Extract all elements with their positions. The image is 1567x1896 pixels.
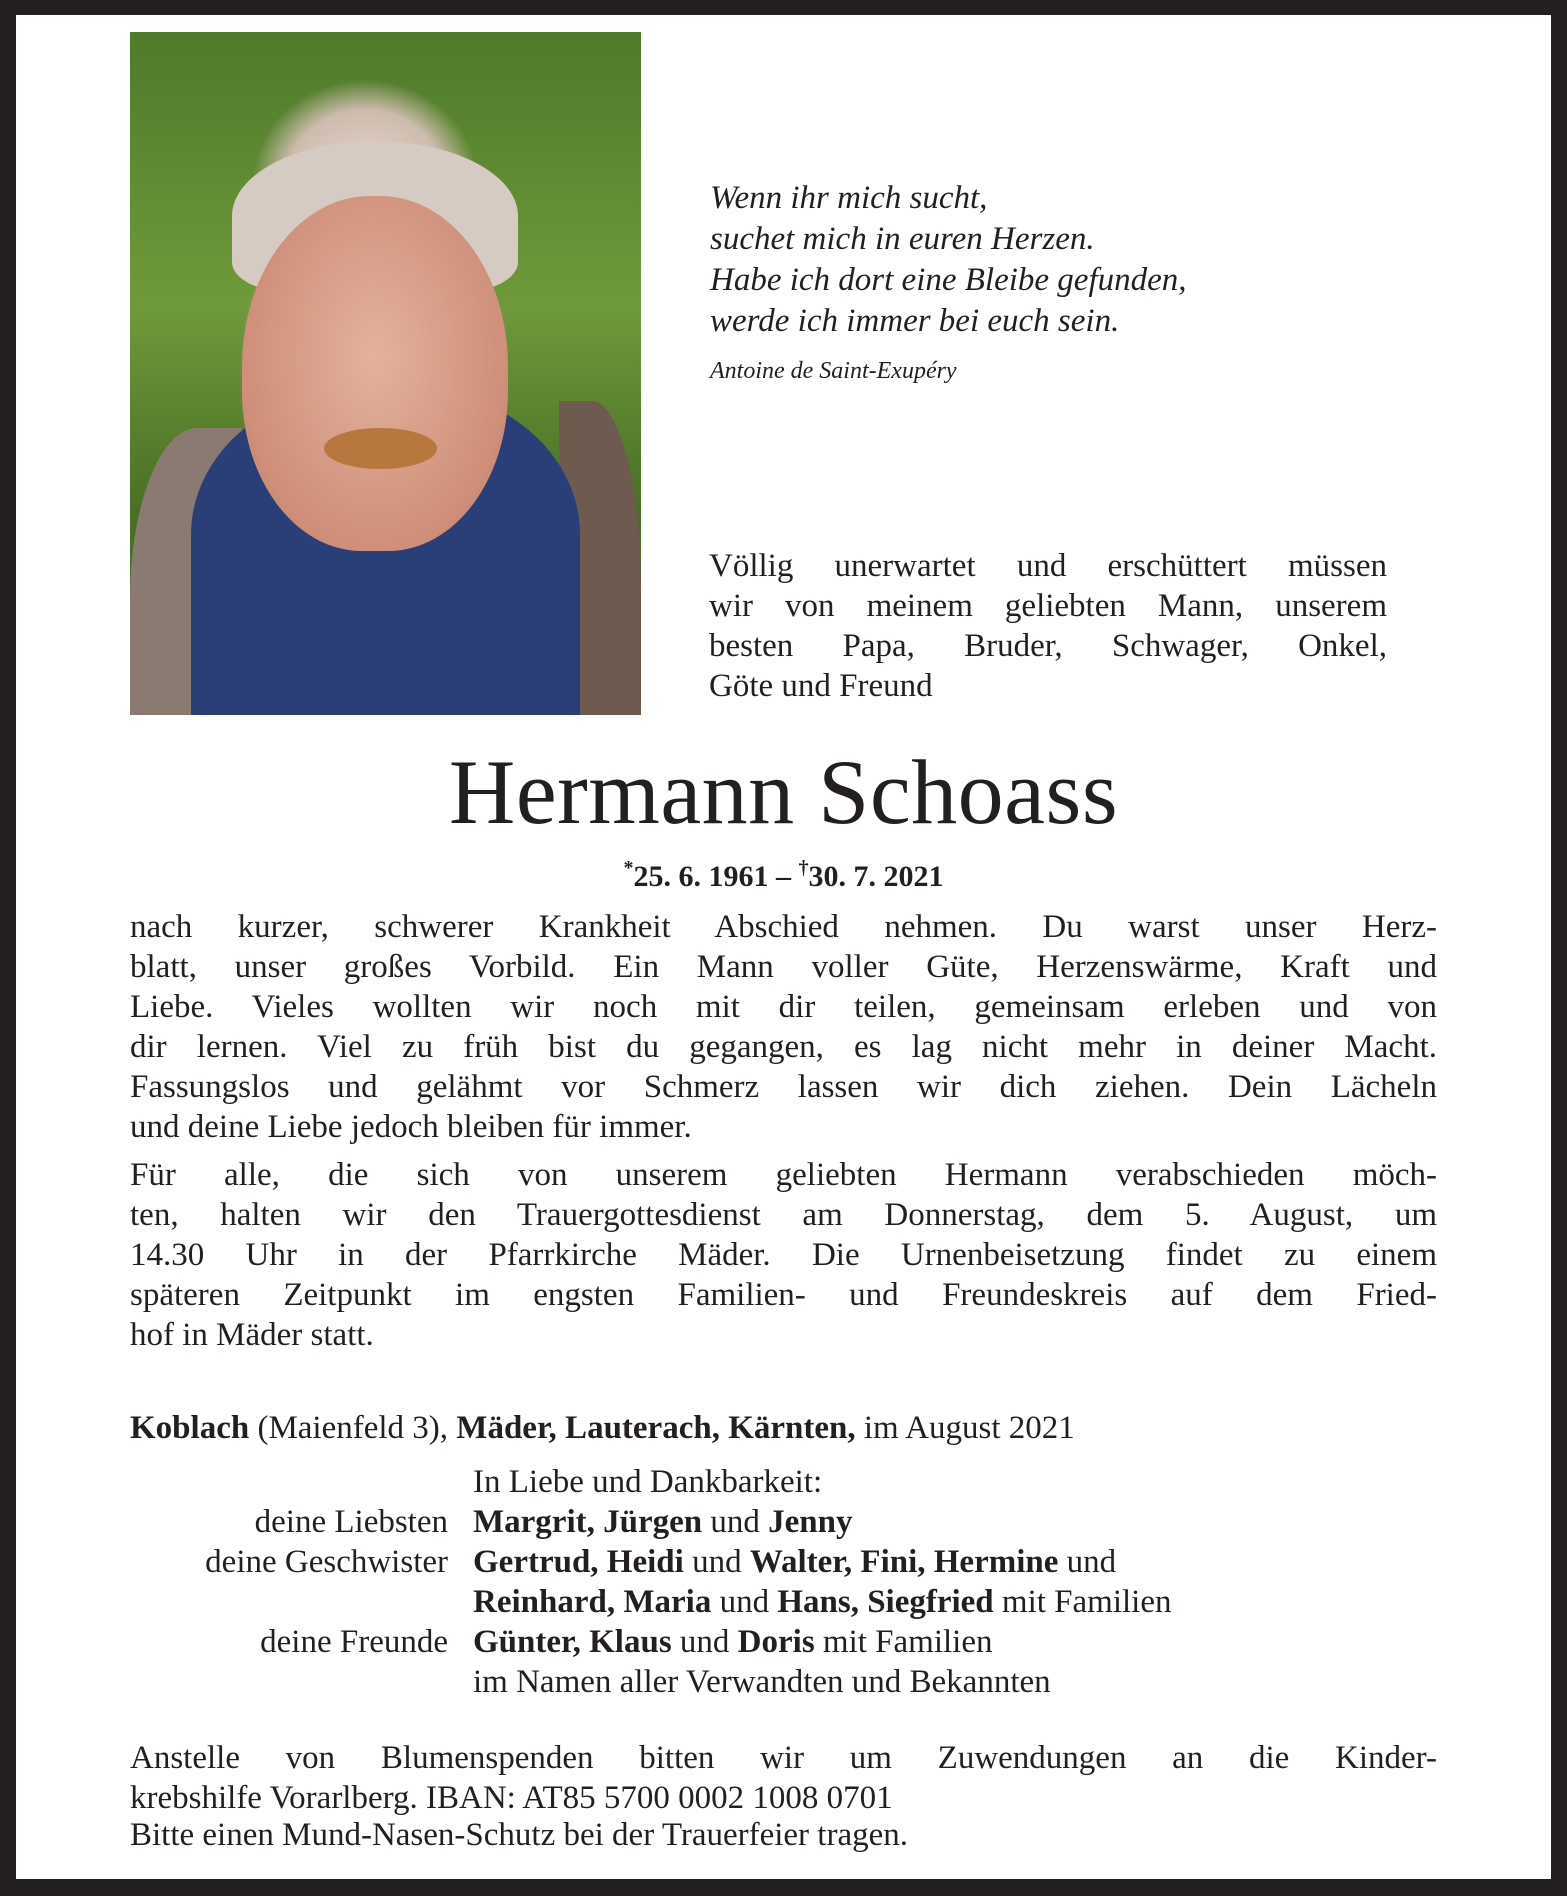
mask-notice: Bitte einen Mund-Nasen-Schutz bei der Trauerfeier tragen. (130, 1817, 908, 1853)
family-row-names (473, 1622, 993, 1662)
paragraph-line: Fassungslos und gelähmt vor Schmerz lassen wir dich ziehen. Dein Lächeln (130, 1069, 1437, 1105)
family-connector: und (671, 1624, 738, 1660)
intro-line: Göte und Freund (709, 668, 933, 704)
quote-line: Habe ich dort eine Bleibe gefunden, (710, 262, 1187, 298)
service-paragraph (130, 1155, 1437, 1355)
paragraph-line: späteren Zeitpunkt im engsten Familien- und Freundeskreis auf dem Fried- (130, 1277, 1437, 1313)
family-row-names (473, 1542, 1116, 1582)
place-other: Mäder, Lauterach, Kärnten, (456, 1410, 856, 1446)
family-row-label: deine Liebsten (254, 1504, 448, 1540)
family-connector: und (711, 1584, 778, 1620)
quote-author: Antoine de Saint-Exupéry (710, 358, 957, 384)
family-row-names (473, 1662, 1051, 1702)
paragraph-line: Liebe. Vieles wollten wir noch mit dir teilen, gemeinsam erleben und von (130, 989, 1437, 1025)
family-signatures (130, 1462, 1430, 1702)
family-name: Hans, Siegfried (777, 1584, 994, 1620)
birth-star-icon: * (623, 857, 634, 879)
life-dates (0, 848, 1567, 897)
family-name: Walter, Fini, Hermine (749, 1544, 1059, 1580)
family-row-label: deine Freunde (260, 1624, 448, 1660)
family-row-label: deine Geschwister (205, 1544, 448, 1580)
place-address: (Maienfeld 3), (249, 1410, 457, 1446)
death-date: 30. 7. 2021 (808, 860, 944, 893)
family-connector: und (702, 1504, 769, 1540)
family-row (130, 1622, 1430, 1662)
family-row-label (130, 1582, 473, 1622)
photo-face (242, 196, 508, 551)
paragraph-line: dir lernen. Viel zu früh bist du gegangen, es lag nicht mehr in deiner Macht. (130, 1029, 1437, 1065)
family-name: Margrit, Jürgen (473, 1504, 703, 1540)
intro-paragraph (709, 546, 1387, 706)
quote-line: suchet mich in euren Herzen. (710, 221, 1095, 257)
family-name: Reinhard, Maria (473, 1584, 712, 1620)
paragraph-line: blatt, unser großes Vorbild. Ein Mann voller Güte, Herzenswärme, Kraft und (130, 949, 1437, 985)
place-date-line (130, 1408, 1075, 1448)
date-separator: – (768, 860, 799, 893)
paragraph-line: nach kurzer, schwerer Krankheit Abschied nehmen. Du warst unser Herz- (130, 909, 1437, 945)
paragraph-line: ten, halten wir den Trauergottesdienst am Donnerstag, dem 5. August, um (130, 1197, 1437, 1233)
intro-line: besten Papa, Bruder, Schwager, Onkel, (709, 628, 1387, 664)
family-intro-row (130, 1462, 1430, 1502)
family-row-label (130, 1662, 473, 1702)
paragraph-line: hof in Mäder statt. (130, 1317, 374, 1353)
family-connector: und (1058, 1544, 1117, 1580)
birth-date: 25. 6. 1961 (633, 860, 769, 893)
family-name: Gertrud, Heidi (473, 1544, 684, 1580)
place-town: Koblach (130, 1410, 250, 1446)
donation-line: Anstelle von Blumenspenden bitten wir um Zuwendungen an die Kinder- (130, 1740, 1437, 1776)
deceased-name: Hermann Schoass (448, 741, 1119, 843)
paragraph-line: Für alle, die sich von unserem geliebten Hermann verabschieden möch- (130, 1157, 1437, 1193)
paragraph-line: 14.30 Uhr in der Pfarrkirche Mäder. Die Urnenbeisetzung findet zu einem (130, 1237, 1437, 1273)
intro-line: wir von meinem geliebten Mann, unserem (709, 588, 1387, 624)
family-row-names (473, 1582, 1172, 1622)
portrait-photo (130, 32, 641, 715)
quote-line: Wenn ihr mich sucht, (710, 180, 988, 216)
family-name: Jenny (768, 1504, 853, 1540)
family-row (130, 1582, 1430, 1622)
family-row (130, 1662, 1430, 1702)
donation-line: krebshilfe Vorarlberg. IBAN: AT85 5700 0002 1008 0701 (130, 1780, 893, 1816)
death-cross-icon: † (798, 857, 809, 879)
family-connector: mit Familien (993, 1584, 1172, 1620)
farewell-paragraph (130, 907, 1437, 1147)
photo-mustache (324, 428, 436, 469)
family-connector: und (683, 1544, 750, 1580)
donation-notice (130, 1738, 1437, 1818)
family-connector: mit Familien (814, 1624, 993, 1660)
family-name: Doris (737, 1624, 815, 1660)
family-row-names (473, 1502, 852, 1542)
family-row (130, 1542, 1430, 1582)
family-row (130, 1502, 1430, 1542)
intro-line: Völlig unerwartet und erschüttert müssen (709, 548, 1387, 584)
quote-line: werde ich immer bei euch sein. (710, 303, 1120, 339)
memorial-quote (710, 178, 1390, 386)
family-intro: In Liebe und Dankbarkeit: (473, 1464, 823, 1500)
paragraph-line: und deine Liebe jedoch bleiben für immer. (130, 1109, 692, 1145)
place-date: im August 2021 (855, 1410, 1075, 1446)
family-name: Günter, Klaus (473, 1624, 672, 1660)
family-connector: im Namen aller Verwandten und Bekannten (473, 1664, 1051, 1700)
